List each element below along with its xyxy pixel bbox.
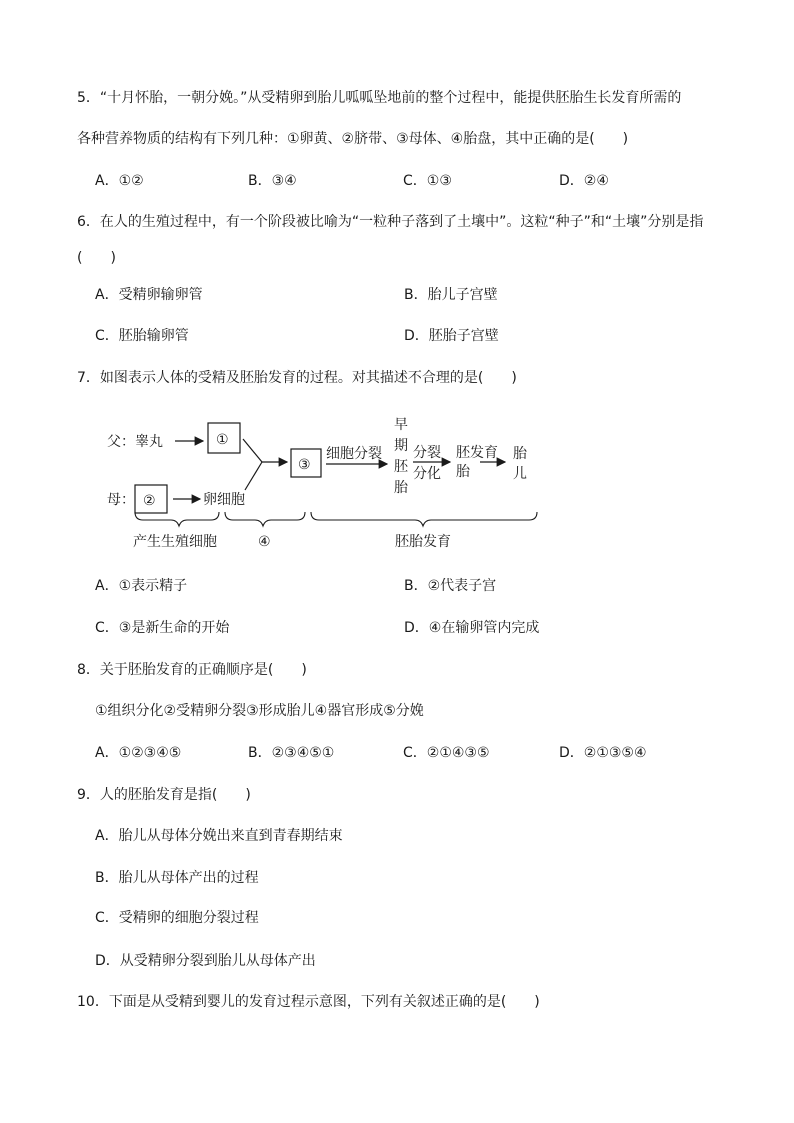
- q9-option-a: A．胎儿从母体分娩出来直到青春期结束: [95, 828, 343, 844]
- q9-option-d: D．从受精卵分裂到胎儿从母体产出: [95, 953, 316, 969]
- q6-stem-line1: 6．在人的生殖过程中，有一个阶段被比喻为“一粒种子落到了土壤中”。这粒“种子”和“土壤”分别是指: [77, 214, 704, 230]
- q10-stem: 10．下面是从受精到婴儿的发育过程示意图，下列有关叙述正确的是( ): [77, 994, 540, 1010]
- egg-label: 卵细胞: [203, 492, 245, 508]
- line-sperm: [243, 439, 262, 462]
- cell-split-label: 细胞分裂: [326, 446, 382, 462]
- brace-1-label: 产生生殖细胞: [133, 534, 217, 550]
- q5-option-c: C．①③: [403, 173, 452, 189]
- box-2-label: ②: [143, 493, 156, 509]
- embryo-dev-label: 胚发育: [456, 445, 498, 461]
- q5-option-b: B．③④: [248, 173, 297, 189]
- q7-option-a: A．①表示精子: [95, 578, 188, 594]
- q6-option-b: B．胎儿子宫壁: [404, 287, 498, 303]
- q6-option-c: C．胚胎输卵管: [95, 328, 189, 344]
- q8-items: ①组织分化②受精卵分裂③形成胎儿④器官形成⑤分娩: [95, 703, 424, 719]
- father-label: 父：睾丸: [107, 434, 163, 450]
- box-3-label: ③: [298, 457, 311, 473]
- q5-stem-line2: 各种营养物质的结构有下列几种：①卵黄、②脐带、③母体、④胎盘，其中正确的是( ): [77, 131, 629, 147]
- q7-option-c: C．③是新生命的开始: [95, 620, 230, 636]
- q7-option-d: D．④在输卵管内完成: [404, 620, 540, 636]
- split-label: 分裂: [413, 445, 441, 461]
- brace-1: [135, 512, 219, 526]
- q6-option-d: D．胚胎子宫壁: [404, 328, 499, 344]
- q5-stem-line1: 5．“十月怀胎，一朝分娩。”从受精卵到胎儿呱呱坠地前的整个过程中，能提供胚胎生长发育所需的: [77, 90, 682, 106]
- box-1-label: ①: [216, 432, 229, 448]
- q8-option-d: D．②①③⑤④: [559, 745, 647, 761]
- fetus-1: 胎: [513, 446, 527, 462]
- brace-3: [311, 512, 537, 526]
- fertilization-diagram: [95, 412, 555, 562]
- early-embryo-2: 期: [394, 438, 408, 454]
- q9-stem: 9．人的胚胎发育是指( ): [77, 787, 251, 803]
- line-egg: [245, 462, 262, 490]
- q8-option-c: C．②①④③⑤: [403, 745, 490, 761]
- brace-3-label: 胚胎发育: [395, 534, 451, 550]
- fetus-2: 儿: [513, 466, 527, 482]
- brace-2: [225, 512, 305, 526]
- q9-option-b: B．胎儿从母体产出的过程: [95, 870, 259, 886]
- early-embryo-1: 早: [394, 417, 408, 433]
- early-embryo-4: 胎: [394, 480, 408, 496]
- brace-2-label: ④: [258, 534, 271, 550]
- q6-option-a: A．受精卵输卵管: [95, 287, 203, 303]
- q5-option-d: D．②④: [559, 173, 609, 189]
- q7-option-b: B．②代表子宫: [404, 578, 497, 594]
- diff-label: 分化: [413, 466, 441, 482]
- q8-option-a: A．①②③④⑤: [95, 745, 182, 761]
- q8-stem: 8．关于胚胎发育的正确顺序是( ): [77, 662, 307, 678]
- q5-option-a: A．①②: [95, 173, 144, 189]
- q7-stem: 7．如图表示人体的受精及胚胎发育的过程。对其描述不合理的是( ): [77, 370, 517, 386]
- early-embryo-3: 胚: [394, 459, 408, 475]
- q9-option-c: C．受精卵的细胞分裂过程: [95, 910, 259, 926]
- embryo-dev-label-2: 胎: [456, 464, 470, 480]
- q6-stem-line2: ( ): [77, 250, 116, 266]
- mother-label: 母：: [107, 492, 135, 508]
- q8-option-b: B．②③④⑤①: [248, 745, 335, 761]
